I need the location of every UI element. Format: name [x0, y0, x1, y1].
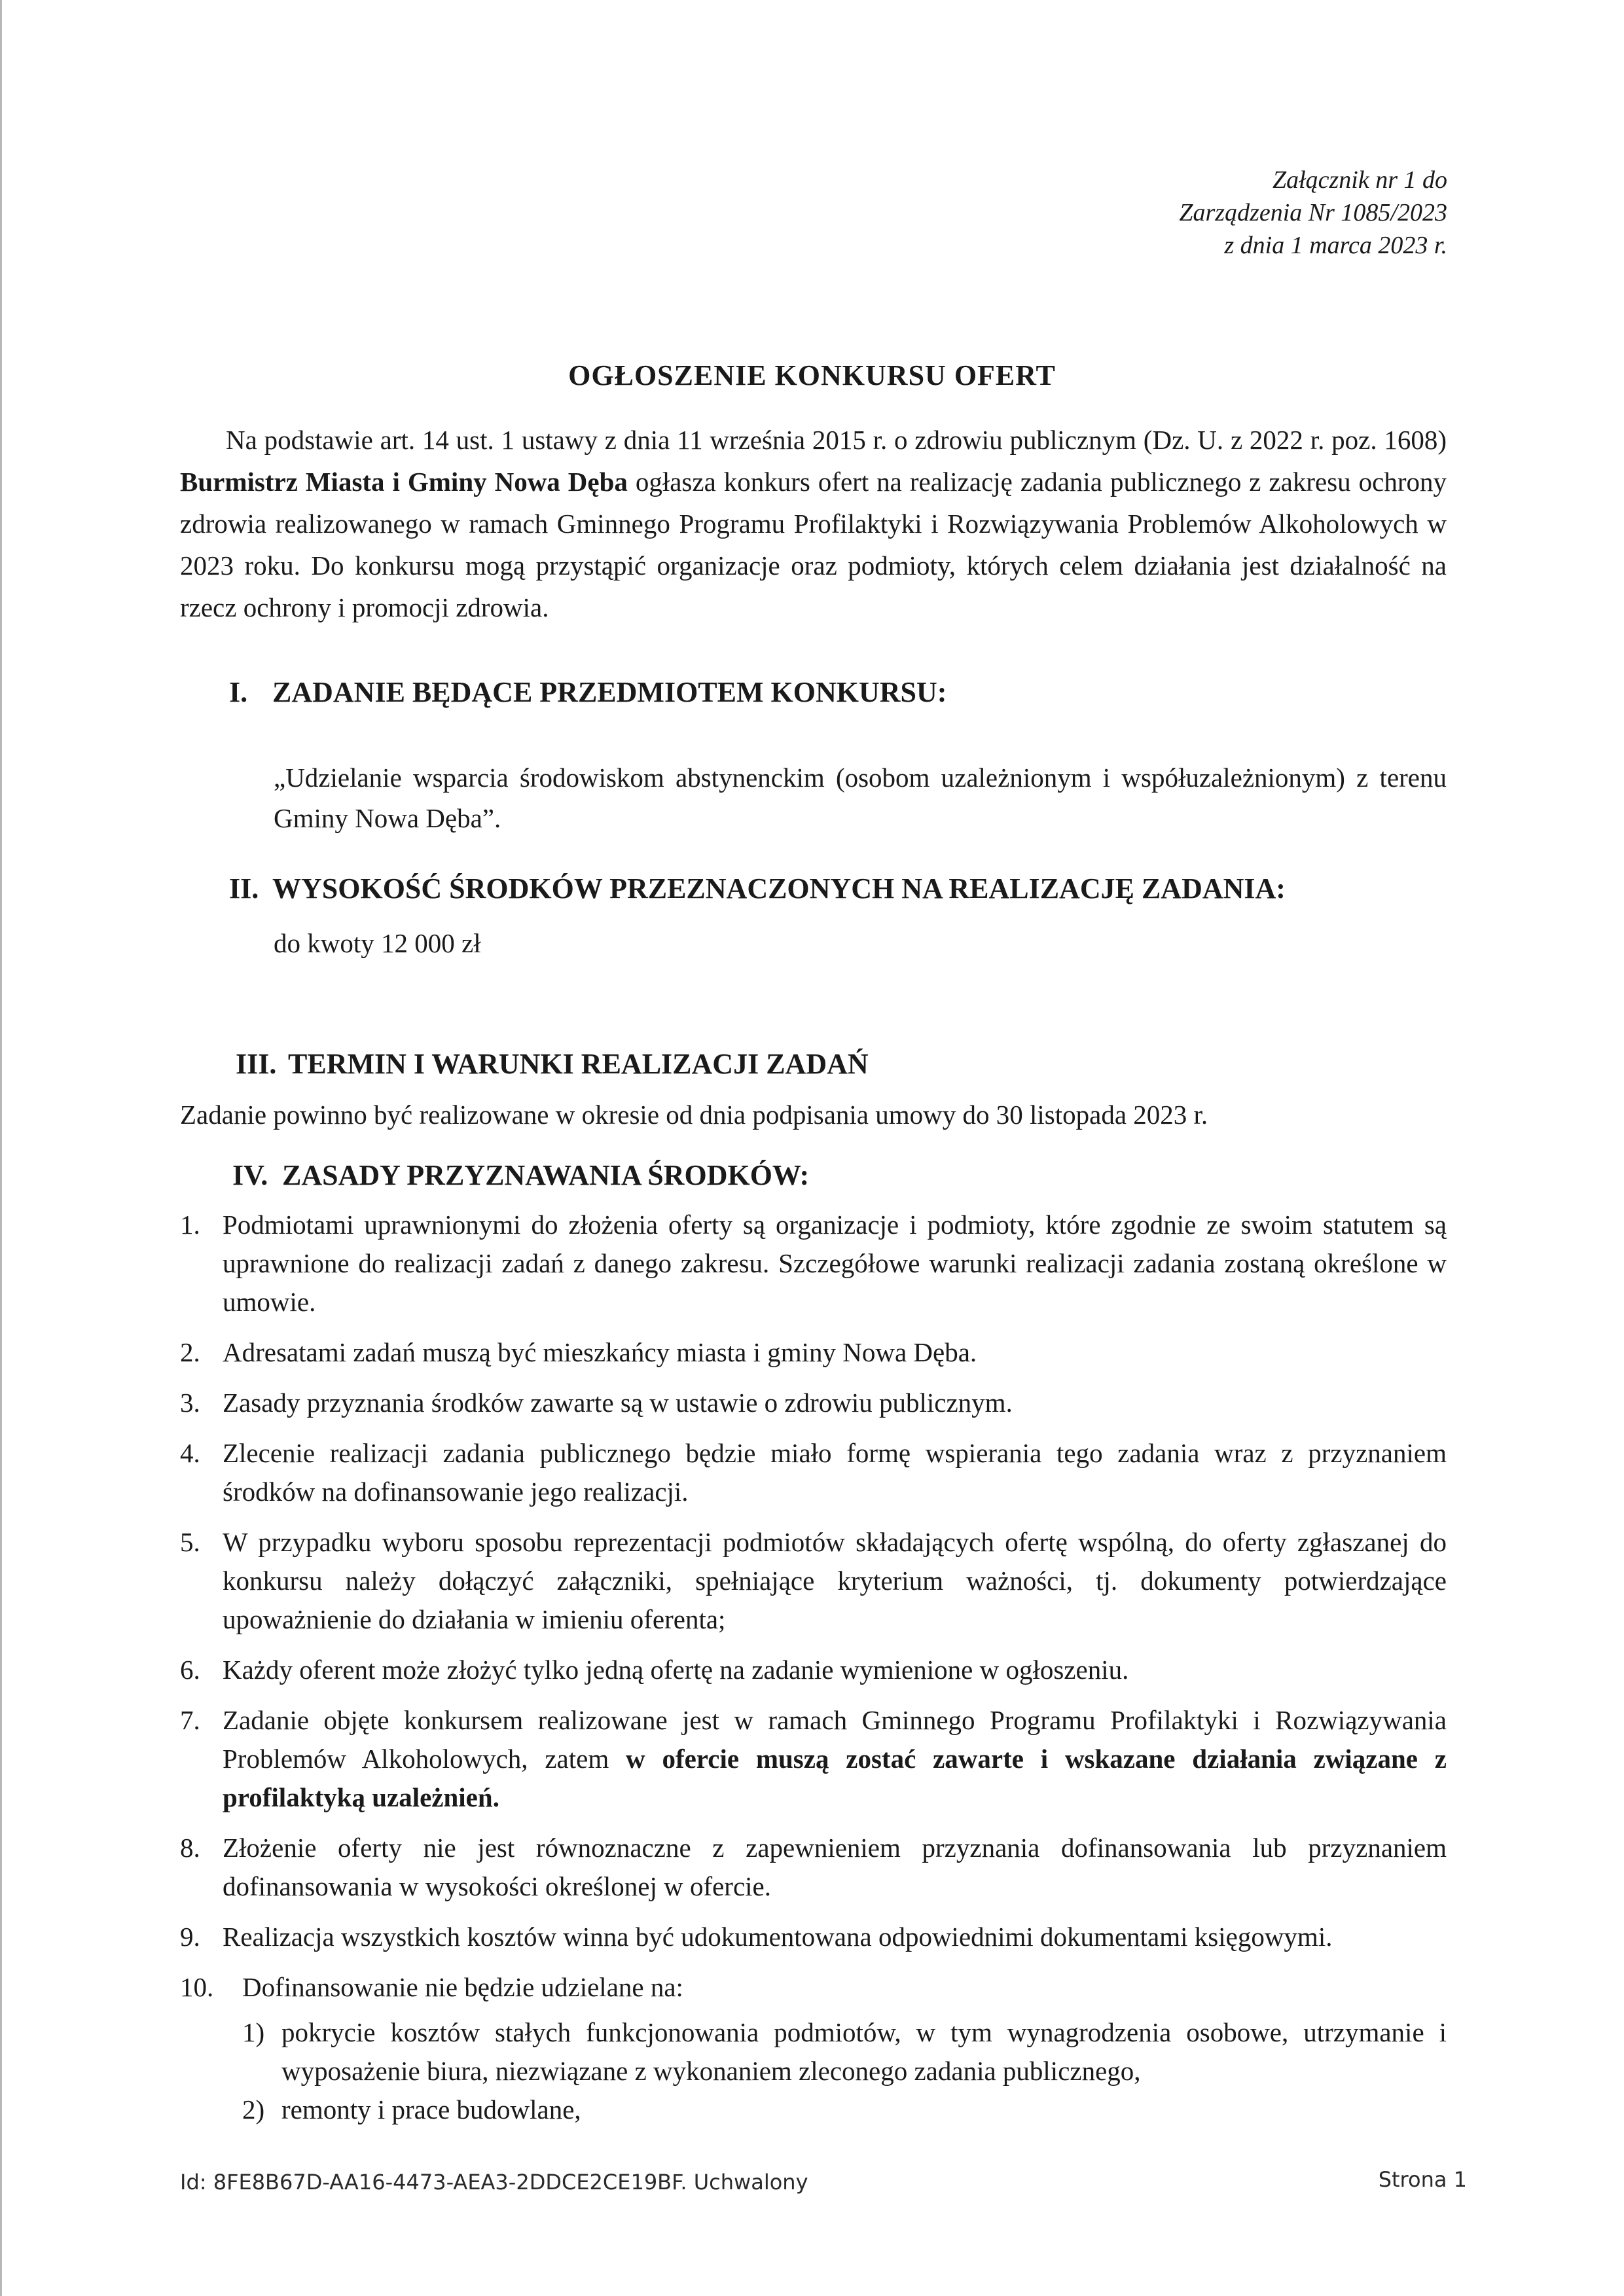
rule-text: Adresatami zadań muszą być mieszkańcy miasta i gminy Nowa Dęba. — [223, 1337, 977, 1367]
intro-bold-authority: Burmistrz Miasta i Gminy Nowa Dęba — [180, 467, 628, 497]
rule-text: Dofinansowanie nie będzie udzielane na: — [242, 1972, 683, 2002]
section-2-amount: do kwoty 12 000 zł — [274, 928, 481, 958]
rule-sublist — [242, 2013, 1447, 2129]
intro-text-1: Na podstawie art. 14 ust. 1 ustawy z dnia 11 września 2015 r. o zdrowiu publicznym (Dz. U. z 2022 r. poz. 1608) — [226, 425, 1447, 455]
rule-item — [180, 1651, 1447, 1689]
section-3-number: III. — [236, 1048, 277, 1080]
section-3-title: TERMIN I WARUNKI REALIZACJI ZADAŃ — [288, 1048, 869, 1080]
intro-paragraph — [180, 419, 1447, 628]
rule-item — [180, 1701, 1447, 1817]
section-3-heading — [236, 1046, 869, 1083]
section-4-title: ZASADY PRZYZNAWANIA ŚRODKÓW: — [282, 1159, 810, 1191]
subrule-number: 2) — [242, 2094, 265, 2125]
section-2-heading — [229, 870, 1286, 907]
rule-number: 8. — [180, 1833, 200, 1863]
document-title: OGŁOSZENIE KONKURSU OFERT — [568, 359, 1056, 391]
subrule-number: 1) — [242, 2017, 265, 2047]
rule-text: Podmiotami uprawnionymi do złożenia oferty są organizacje i podmioty, które zgodnie ze swoim statutem są uprawnione do realizacji zadań z danego zakresu. Szczegółowe warunki realizacji zadania zostaną określone w umowie. — [223, 1210, 1447, 1317]
rule-number: 1. — [180, 1210, 200, 1240]
section-1-heading — [229, 674, 947, 711]
rule-number: 6. — [180, 1655, 200, 1685]
section-1-number: I. — [229, 676, 248, 708]
rule-emphasis-tail: . — [492, 1782, 499, 1812]
rule-text: Zasady przyznania środków zawarte są w ustawie o zdrowiu publicznym. — [223, 1388, 1013, 1418]
section-1-task-text: „Udzielanie wsparcia środowiskom abstynenckim (osobom uzależnionym i współuzależnionym) z terenu Gminy Nowa Dęba”. — [274, 762, 1447, 833]
rule-number: 3. — [180, 1388, 200, 1418]
rules-list — [180, 1206, 1447, 2141]
rule-item — [180, 1968, 1447, 2129]
rule-item — [180, 1829, 1447, 1906]
subrule-text: pokrycie kosztów stałych funkcjonowania podmiotów, w tym wynagrodzenia osobowe, utrzymanie i wyposażenie biura, niezwiązane z wykonaniem zleconego zadania publicznego, — [281, 2017, 1447, 2086]
attachment-note — [1179, 164, 1447, 262]
section-4-number: IV. — [232, 1159, 268, 1191]
section-3-text: Zadanie powinno być realizowane w okresie od dnia podpisania umowy do 30 listopada 2023 r. — [180, 1100, 1208, 1130]
rule-item — [180, 1333, 1447, 1372]
rule-number: 4. — [180, 1438, 200, 1468]
document-id: Id: 8FE8B67D-AA16-4473-AEA3-2DDCE2CE19BF. Uchwalony — [180, 2170, 808, 2195]
rule-text: Złożenie oferty nie jest równoznaczne z zapewnieniem przyznania dofinansowania lub przyznaniem dofinansowania w wysokości określonej w ofercie. — [223, 1833, 1447, 1901]
rule-number: 10. — [180, 1972, 214, 2002]
attachment-note-line2: Zarządzenia Nr 1085/2023 — [1179, 199, 1447, 226]
rule-item — [180, 1434, 1447, 1511]
attachment-note-line3: z dnia 1 marca 2023 r. — [1224, 232, 1447, 259]
rule-number: 5. — [180, 1527, 200, 1557]
rule-text: Zadanie objęte konkursem realizowane jest w ramach Gminnego Programu Profilaktyki i Rozwiązywania Problemów Alkoholowych, zatem — [223, 1705, 1447, 1774]
scan-edge-line — [0, 0, 2, 2296]
section-4-heading — [232, 1157, 809, 1194]
section-1-title: ZADANIE BĘDĄCE PRZEDMIOTEM KONKURSU: — [272, 676, 947, 708]
rule-text: Zlecenie realizacji zadania publicznego będzie miało formę wspierania tego zadania wraz z przyznaniem środków na dofinansowanie jego realizacji. — [223, 1438, 1447, 1507]
rule-number: 7. — [180, 1705, 200, 1735]
page-number: Strona 1 — [1378, 2167, 1467, 2192]
section-2-title: WYSOKOŚĆ ŚRODKÓW PRZEZNACZONYCH NA REALIZACJĘ ZADANIA: — [272, 872, 1286, 905]
rule-item — [180, 1206, 1447, 1321]
section-2-number: II. — [229, 872, 259, 905]
rule-text: Realizacja wszystkich kosztów winna być udokumentowana odpowiednimi dokumentami księgowymi. — [223, 1922, 1333, 1952]
rule-item — [180, 1523, 1447, 1639]
rule-emphasis: w ofercie muszą zostać zawarte i wskazane działania związane z profilaktyką uzależnień — [223, 1744, 1447, 1812]
rule-item — [180, 1384, 1447, 1422]
rule-number: 9. — [180, 1922, 200, 1952]
rule-number: 2. — [180, 1337, 200, 1367]
intro-text-2: ogłasza konkurs ofert na realizację zadania publicznego z zakresu ochrony zdrowia realizowanego w ramach Gminnego Programu Profilaktyki i Rozwiązywania Problemów Alkoholowych w 2023 roku. Do konkursu mogą przystąpić organizacje oraz podmioty, których celem działania jest działalność na rzecz ochrony i promocji zdrowia. — [180, 467, 1447, 622]
rule-item — [180, 1918, 1447, 1956]
attachment-note-line1: Załącznik nr 1 do — [1272, 166, 1447, 194]
subrule-text: remonty i prace budowlane, — [281, 2094, 581, 2125]
subrule-item — [242, 2013, 1447, 2090]
subrule-item — [242, 2090, 1447, 2129]
rule-text: Każdy oferent może złożyć tylko jedną ofertę na zadanie wymienione w ogłoszeniu. — [223, 1655, 1129, 1685]
rule-text: W przypadku wyboru sposobu reprezentacji podmiotów składających ofertę wspólną, do oferty zgłaszanej do konkursu należy dołączyć załączniki, spełniające kryterium ważności, tj. dokumenty potwierdzające upoważnienie do działania w imieniu oferenta; — [223, 1527, 1447, 1634]
